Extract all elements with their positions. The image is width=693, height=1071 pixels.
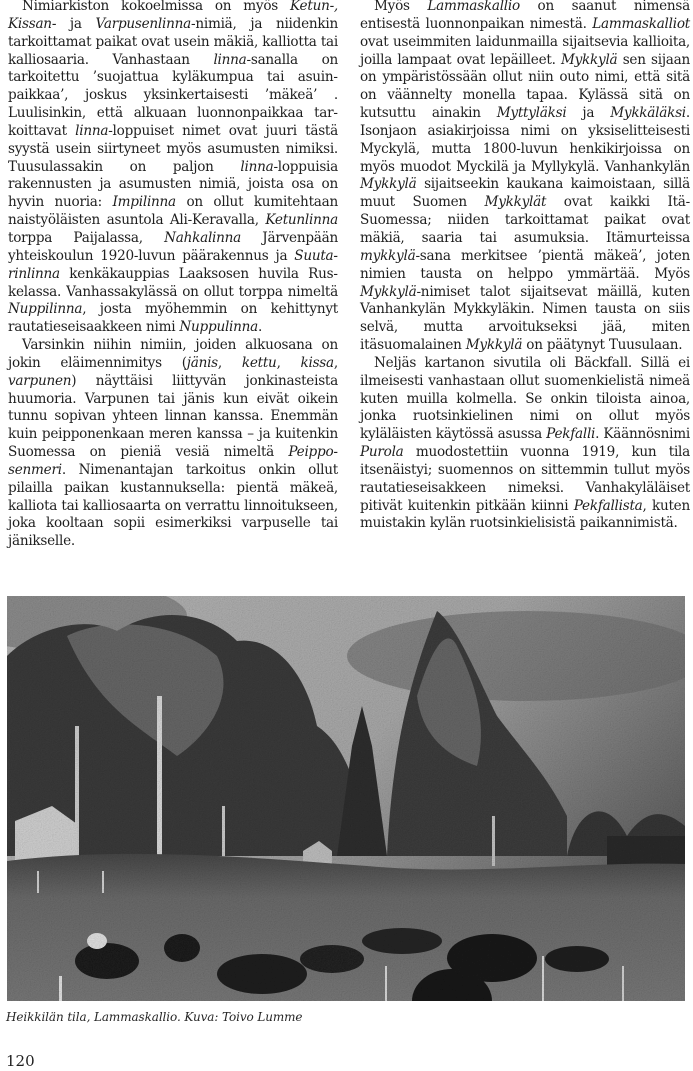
italic-place-name: Myttyläksi bbox=[496, 105, 567, 122]
cow bbox=[545, 946, 609, 972]
paragraph: Neljäs kartanon sivutila oli Bäckfall. Sillä ei ilmeisesti vanhastaan ollut suomenkielistä nimeä kuten muilla kolmella. Se onkin tiloista ainoa, jonka ruotsinkielinen nimi on ollut myös kyläläisten käytössä asussa Pekfalli. Käännösnimi Purola muodostettiin vuonna 1919, kun tila itsenäistyi; suomennos on sittemmin tullut myös rautatieseisakkeen nimeksi. Vanhakyläläiset pitivät kuitenkin pitkään kiinni Pekfallista, kuten muistakin kylän ruotsinkielisistä paikannimistä. bbox=[360, 354, 690, 532]
fence-post bbox=[542, 956, 544, 1001]
cow bbox=[217, 954, 307, 994]
italic-place-name: Mykkylä bbox=[465, 337, 523, 354]
italic-place-name: Impilinna bbox=[112, 194, 176, 211]
fence-post bbox=[385, 966, 387, 1001]
italic-place-name: Mykkäläksi bbox=[610, 105, 686, 122]
pasture-photo bbox=[7, 596, 685, 1001]
italic-place-name: jänis bbox=[186, 354, 218, 371]
birch-trunk bbox=[157, 696, 162, 876]
italic-place-name: Purola bbox=[360, 444, 404, 461]
cow bbox=[75, 943, 139, 979]
italic-place-name: Mykkylä bbox=[360, 176, 417, 193]
italic-place-name: Nahkalinna bbox=[164, 229, 242, 246]
italic-place-name: Peipposenmeri bbox=[8, 444, 338, 478]
left-text-column bbox=[8, 0, 338, 551]
cow bbox=[362, 928, 442, 954]
italic-place-name: Mykkylät bbox=[484, 194, 547, 211]
cow bbox=[447, 934, 537, 982]
italic-place-name: Varpusenlinna bbox=[95, 15, 191, 32]
italic-place-name: Mykkylä bbox=[560, 51, 618, 68]
photo-illustration bbox=[7, 596, 685, 1001]
italic-place-name: linna bbox=[75, 122, 109, 139]
italic-place-name: Pekfalli bbox=[546, 426, 596, 443]
italic-place-name: Suutarinlinna bbox=[8, 247, 338, 282]
fence-post bbox=[37, 871, 39, 893]
italic-place-name: mykkylä bbox=[360, 247, 416, 264]
paragraph: Myös Lammaskallio on saanut nimensä entisestä luonnonpaikan nimestä. Lammaskalliot ovat useimmiten laidunmailla sijaitsevia kallioita, joilla lampaat ovat lepäilleet. Mykkylä sen sijaan on ympäristössään ollut niin outo nimi, että sitä on väännelty monella tapaa. Kylässä sitä on kutsuttu ainakin Myttyläksi ja Mykkäläksi. Isonjaon asiakirjoissa nimi on yksiselitteisesti Myckylä, mutta 1800-luvun henkikirjoissa on myös muodot Myckilä ja Myllykylä. Vanhankylän Mykkylä sijaitseekin kaukana kaimoistaan, sillä muut Suomen Mykkylät ovat kaikki Itä-Suomessa; niiden tarkoittamat paikat ovat mäkiä, saaria tai asumuksia. Itämurteissa mykkylä-sana merkitsee ’pientä mäkeä’, joten nimien tausta on helppo ymmärtää. Myös Mykkylä-nimiset talot sijaitsevat mäillä, kuten Vanhankylän Mykkyläkin. Nimen tausta on siis selvä, mutta arvoitukseksi jää, miten itäsuomalainen Mykkylä on päätynyt Tuusulaan. bbox=[360, 0, 691, 354]
italic-place-name: Nuppulinna bbox=[179, 319, 259, 336]
fence-post bbox=[59, 976, 62, 1001]
birch-trunk bbox=[492, 816, 495, 866]
italic-place-name: Mykkylä bbox=[360, 283, 417, 300]
fence-post bbox=[622, 966, 624, 1001]
italic-place-name: Nuppilinna bbox=[8, 301, 83, 318]
page-number: 120 bbox=[6, 1052, 35, 1070]
right-text-column bbox=[360, 0, 690, 533]
italic-place-name: kissa bbox=[300, 354, 334, 371]
paragraph: Varsinkin niihin nimiin, joiden alkuosana on jokin eläimennimitys (jänis, kettu, kissa, varpunen) näyttäisi liittyvän jonkinasteista huumoria. Varpunen tai jänis kun eivät oikein tunnu sopivan yhteen linnan kanssa. Enemmän kuin peipponenkaan meren kanssa – ja kuitenkin Suomessa on pieniä vesiä nimeltä Peipposenmeri. Nimenantajan tarkoitus onkin ollut pilailla paikan kustannuksella: pientä mäkeä, kalliota tai kalliosaarta on verrattu linnoitukseen, joka kooltaan sopii esimerkiksi varpuselle tai jänikselle. bbox=[8, 337, 338, 550]
italic-place-name: linna bbox=[213, 51, 247, 68]
italic-place-name: Pekfallista bbox=[573, 497, 643, 514]
cow bbox=[300, 945, 364, 973]
photo-caption: Heikkilän tila, Lammaskallio. Kuva: Toivo Lumme bbox=[6, 1010, 303, 1024]
italic-place-name: varpunen bbox=[8, 372, 72, 389]
italic-place-name: Lammaskallio bbox=[427, 0, 520, 14]
fence-post bbox=[102, 871, 104, 893]
cow bbox=[164, 934, 200, 962]
italic-place-name: Ketunlinna bbox=[265, 212, 338, 229]
italic-place-name: Lammaskalliot bbox=[592, 15, 690, 32]
paragraph: Nimiarkiston kokoelmissa on myös Ketun-, Kissan- ja Varpusenlinna-nimiä, ja niidenkin tarkoittamat paikat ovat usein mäkiä, kalliotta tai kalliosaaria. Vanhastaan linna-sanalla on tarkoitettu ’suojattua kyläkumpua tai asuinpaikkaa’, joskus yksinkertaisesti ’mäkeä’ . Luulisinkin, että alkuaan luonnonpaikkaa tarkoittavat linna-loppuiset nimet ovat juuri tästä syystä usein siirtyneet myös asumusten nimiksi. Tuusulassakin on paljon linna-loppuisia rakennusten ja asumusten nimiä, joista osa on hyvin nuoria: Impilinna on ollut kumitehtaan naistyöläisten asuntola Ali-Keravalla, Ketunlinna torppa Paijalassa, Nahkalinna Järvenpään yhteiskoulun 1920-luvun päärakennus ja Suutarinlinna kenkäkauppias Laaksosen huvila Ruskelassa. Vanhassakylässä on ollut torppa nimeltä Nuppilinna, josta myöhemmin on kehittynyt rautatieseisaakkeen nimi Nuppulinna. bbox=[8, 0, 339, 336]
italic-place-name: Ketun-, Kissan- bbox=[8, 0, 338, 32]
italic-place-name: linna bbox=[240, 158, 274, 175]
italic-place-name: kettu bbox=[241, 354, 277, 371]
cow bbox=[87, 933, 107, 949]
